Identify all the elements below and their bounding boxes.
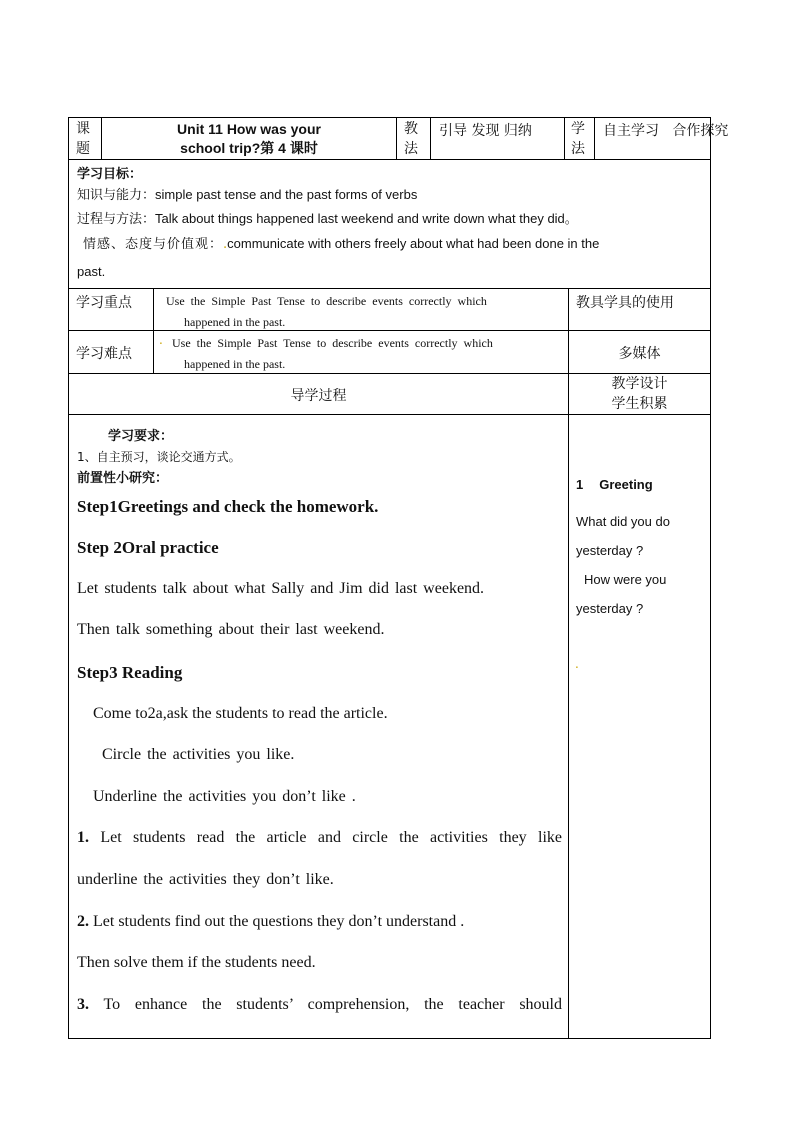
process-title: 导学过程 [290, 388, 347, 404]
tools-label-cell [568, 289, 710, 330]
item-2-text: Let students find out the questions they don’t understand . [93, 913, 465, 930]
step2-heading: Step 2Oral practice [77, 538, 219, 557]
oral-practice-1: Let students talk about what Sally and Jim did last weekend. [77, 580, 485, 597]
emotion-label: 情感、态度与价值观： [83, 237, 224, 252]
process-header-row [69, 374, 710, 415]
process-right-cell [568, 374, 710, 414]
teaching-method-cell [430, 118, 564, 159]
lesson-plan-table [68, 117, 729, 1039]
reading-instruction-1: Come to2a,ask the students to read the article. [93, 705, 388, 722]
ke-label: 课 [76, 121, 90, 137]
emotion-line: 情感、态度与价值观：.communicate with others freely about what had been done in the [83, 236, 600, 252]
difficult-point-text-cell: . Use the Simple Past Tense to describe events correctly which happened in the past. [153, 331, 568, 373]
tools-value-cell [568, 331, 710, 373]
oral-practice-2: Then talk something about their last weekend. [77, 621, 385, 638]
emotion-text: communicate with others freely about what had been done in the [227, 236, 600, 251]
design-label: 教学设计 [611, 376, 668, 392]
xue-fa-cell [564, 118, 594, 159]
step3-heading: Step3 Reading [77, 663, 183, 682]
lesson-title-line2: school trip?第 4 课时 [180, 140, 318, 156]
knowledge-line [77, 184, 417, 203]
greeting-number: 1 [576, 477, 584, 492]
greeting-label: Greeting [599, 477, 653, 492]
difficult-point-label-cell [69, 331, 153, 373]
item-1-number: 1. [77, 829, 89, 846]
jiao-label: 教 [404, 121, 418, 137]
learning-method-value: 自主学习 合作探究 [603, 123, 729, 139]
greeting-heading [576, 477, 653, 492]
item-1-line2: underline the activities they don’t like. [77, 871, 334, 888]
item-2-line1 [77, 913, 464, 931]
item-3-line1 [77, 996, 562, 1014]
objectives-heading: 学习目标： [77, 167, 143, 182]
tools-value: 多媒体 [618, 346, 661, 362]
ti-label: 题 [76, 141, 90, 157]
knowledge-label: 知识与能力： [77, 188, 156, 203]
difficult-point-text-line1: Use the Simple Past Tense to describe events correctly which [172, 336, 493, 350]
key-point-row [69, 289, 710, 331]
process-title-cell [69, 374, 568, 414]
accumulation-label: 学生积累 [611, 396, 668, 412]
requirements-label: 学习要求： [108, 429, 174, 444]
item-1-line1 [77, 829, 562, 847]
objectives-row [69, 160, 710, 289]
teaching-method-value: 引导 发现 归纳 [439, 123, 532, 139]
greeting-questions [576, 507, 670, 623]
fa2-label: 法 [571, 141, 585, 157]
key-point-label: 学习重点 [76, 295, 132, 311]
main-body-row [69, 415, 710, 1038]
pre-study-label: 前置性小研究： [77, 471, 169, 486]
question-2-line2: yesterday ? [576, 601, 644, 616]
lesson-title-cell [101, 118, 396, 159]
requirement-1: 1、自主预习，谈论交通方式。 [77, 450, 241, 464]
knowledge-text: simple past tense and the past forms of verbs [155, 187, 418, 202]
step1-heading: Step1Greetings and check the homework. [77, 497, 379, 516]
item-1-text: Let students read the article and circle the activities they like [100, 829, 563, 846]
question-1-line2: yesterday ? [576, 543, 644, 558]
difficult-point-text-line2: happened in the past. [184, 357, 286, 371]
difficult-point-row [69, 331, 710, 374]
header-row [69, 118, 729, 160]
reading-instruction-3: Underline the activities you don’t like . [93, 788, 356, 805]
difficult-point-label: 学习难点 [76, 346, 132, 362]
jiao-fa-cell [396, 118, 430, 159]
fa-label: 法 [404, 141, 418, 157]
question-1-line1: What did you do [576, 514, 670, 529]
item-3-text: To enhance the students’ comprehension, the teacher should [103, 996, 562, 1013]
process-label: 过程与方法： [77, 212, 156, 227]
key-point-text-cell [153, 289, 568, 330]
side-notes-cell: 1 Greeting What did you do yesterday ? How were you yesterday ? . [568, 415, 710, 1038]
key-point-label-cell [69, 289, 153, 330]
item-2-line2: Then solve them if the students need. [77, 954, 316, 971]
key-point-text-line1: Use the Simple Past Tense to describe events correctly which [166, 294, 487, 308]
process-line [77, 208, 578, 227]
reading-instruction-2: Circle the activities you like. [102, 746, 295, 763]
xue-label: 学 [571, 121, 585, 137]
key-point-text-line2: happened in the past. [184, 315, 286, 329]
learning-method-cell [594, 118, 729, 159]
process-text: Talk about things happened last weekend and write down what they did。 [155, 211, 578, 226]
item-2-number: 2. [77, 913, 89, 930]
question-2-line1: How were you [584, 572, 667, 587]
item-3-number: 3. [77, 996, 89, 1013]
ke-ti-cell [69, 118, 101, 159]
lesson-title-line1: Unit 11 How was your [177, 121, 321, 137]
tools-label: 教具学具的使用 [576, 295, 674, 311]
emotion-line2: past. [77, 264, 106, 279]
main-content-cell [69, 415, 568, 1038]
